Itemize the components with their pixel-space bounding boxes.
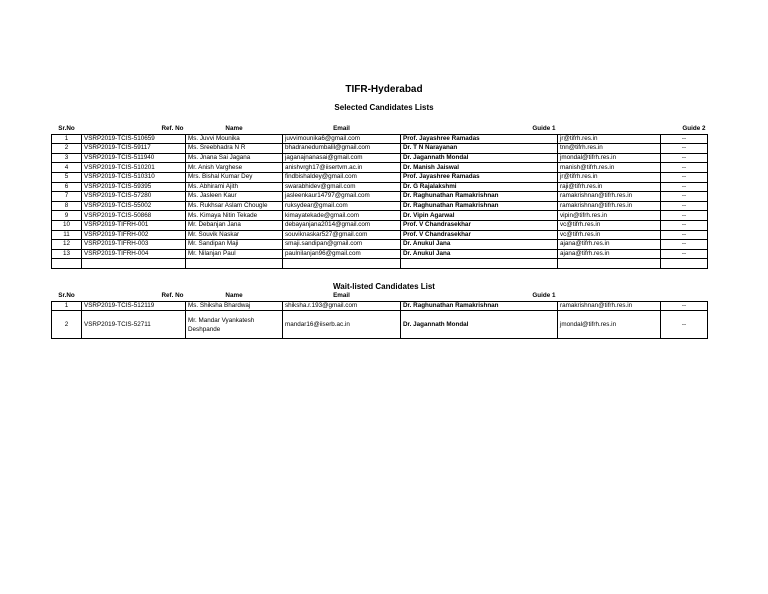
guide1-cell: Dr. Jagannath Mondal xyxy=(401,311,558,339)
guide2-cell: -- xyxy=(661,192,708,202)
guide2-cell: -- xyxy=(661,220,708,230)
guide1-cell: Prof. Jayashree Ramadas xyxy=(401,134,558,144)
ref-cell: VSRP2019-TIFRH-001 xyxy=(82,220,186,230)
guide1-email-cell: manish@tifrh.res.in xyxy=(558,163,661,173)
table-row xyxy=(52,192,708,202)
guide1-email-cell: ramakrishnan@tifrh.res.in xyxy=(558,192,661,202)
table-row xyxy=(52,144,708,154)
guide1-cell: Dr. Manish Jaiswal xyxy=(401,163,558,173)
email-cell: ruksydear@gmail.com xyxy=(283,201,401,211)
email-cell: mandar16@iiserb.ac.in xyxy=(283,311,401,339)
waitlist-heading: Wait-listed Candidates List xyxy=(333,282,435,291)
guide1-cell: Dr. T N Narayanan xyxy=(401,144,558,154)
blank-row xyxy=(52,259,708,269)
email-cell: jaganajnanasai@gmail.com xyxy=(283,153,401,163)
selected-heading: Selected Candidates Lists xyxy=(334,103,434,112)
table-row xyxy=(52,311,708,339)
ref-cell: VSRP2019-TCIS-59117 xyxy=(82,144,186,154)
ref-cell: VSRP2019-TCIS-511940 xyxy=(82,153,186,163)
sr-cell: 13 xyxy=(52,249,82,259)
sr-cell: 1 xyxy=(52,301,82,311)
ref-cell: VSRP2019-TCIS-510659 xyxy=(82,134,186,144)
sr-cell: 1 xyxy=(52,134,82,144)
name-cell: Mr. Souvik Naskar xyxy=(186,230,283,240)
guide1-cell: Dr. Raghunathan Ramakrishnan xyxy=(401,201,558,211)
guide2-cell: -- xyxy=(661,163,708,173)
guide2-cell: -- xyxy=(661,134,708,144)
email-cell: kimayatekade@gmail.com xyxy=(283,211,401,221)
guide2-cell: -- xyxy=(661,153,708,163)
col-header-email: Email xyxy=(283,292,401,301)
col-header-guide1-email xyxy=(558,125,661,134)
sr-cell: 4 xyxy=(52,163,82,173)
name-cell: Ms. Jnana Sai Jagana xyxy=(186,153,283,163)
ref-cell: VSRP2019-TIFRH-002 xyxy=(82,230,186,240)
guide1-email-cell: ramakrishnan@tifrh.res.in xyxy=(558,201,661,211)
guide1-cell: Dr. Raghunathan Ramakrishnan xyxy=(401,192,558,202)
ref-cell: VSRP2019-TCIS-512119 xyxy=(82,301,186,311)
sr-cell: 11 xyxy=(52,230,82,240)
table-row xyxy=(52,230,708,240)
col-header-name: Name xyxy=(186,125,283,134)
guide2-cell: -- xyxy=(661,182,708,192)
col-header-guide1: Guide 1 xyxy=(401,125,558,134)
sr-cell: 5 xyxy=(52,172,82,182)
table-row xyxy=(52,153,708,163)
email-cell: jasleenkaur14797@gmail.com xyxy=(283,192,401,202)
col-header-guide2 xyxy=(661,292,708,301)
guide1-email-cell: ajana@tifrh.res.in xyxy=(558,240,661,250)
sr-cell: 3 xyxy=(52,153,82,163)
blank-cell xyxy=(186,259,283,269)
col-header-guide1: Guide 1 xyxy=(401,292,558,301)
ref-cell: VSRP2019-TCIS-510201 xyxy=(82,163,186,173)
ref-cell: VSRP2019-TIFRH-003 xyxy=(82,240,186,250)
sr-cell: 8 xyxy=(52,201,82,211)
name-cell: Mr. Mandar Vyankatesh Deshpande xyxy=(186,311,283,339)
guide2-cell: -- xyxy=(661,249,708,259)
guide1-cell: Prof. V Chandrasekhar xyxy=(401,230,558,240)
selected-candidates-table xyxy=(51,125,708,269)
col-header-ref: Ref. No xyxy=(82,292,186,301)
table-header-row xyxy=(52,292,708,301)
guide1-cell: Dr. G Rajalakshmi xyxy=(401,182,558,192)
name-cell: Mr. Debanjan Jana xyxy=(186,220,283,230)
email-cell: souviknaskar527@gmail.com xyxy=(283,230,401,240)
guide1-email-cell: ajana@tifrh.res.in xyxy=(558,249,661,259)
name-cell: Ms. Juvvi Mounika xyxy=(186,134,283,144)
blank-cell xyxy=(52,259,82,269)
table-row xyxy=(52,182,708,192)
guide1-email-cell: vc@tifrh.res.in xyxy=(558,220,661,230)
col-header-sr: Sr.No xyxy=(52,292,82,301)
ref-cell: VSRP2019-TCIS-52711 xyxy=(82,311,186,339)
page-title: TIFR-Hyderabad xyxy=(345,84,423,95)
col-header-name: Name xyxy=(186,292,283,301)
email-cell: bhadranedumbalil@gmail.com xyxy=(283,144,401,154)
ref-cell: VSRP2019-TCIS-55002 xyxy=(82,201,186,211)
guide1-cell: Dr. Vipin Agarwal xyxy=(401,211,558,221)
guide1-cell: Prof. Jayashree Ramadas xyxy=(401,172,558,182)
email-cell: paulnilanjan96@gmail.com xyxy=(283,249,401,259)
sr-cell: 12 xyxy=(52,240,82,250)
email-cell: smaji.sandipan@gmail.com xyxy=(283,240,401,250)
guide1-cell: Dr. Raghunathan Ramakrishnan xyxy=(401,301,558,311)
blank-cell xyxy=(283,259,401,269)
sr-cell: 2 xyxy=(52,311,82,339)
sr-cell: 9 xyxy=(52,211,82,221)
col-header-guide1-email xyxy=(558,292,661,301)
sr-cell: 6 xyxy=(52,182,82,192)
table-row xyxy=(52,249,708,259)
guide1-cell: Dr. Jagannath Mondal xyxy=(401,153,558,163)
email-cell: swarabhidev@gmail.com xyxy=(283,182,401,192)
ref-cell: VSRP2019-TIFRH-004 xyxy=(82,249,186,259)
guide2-cell: -- xyxy=(661,144,708,154)
table-row xyxy=(52,220,708,230)
table-row xyxy=(52,301,708,311)
name-cell: Mr. Anish Varghese xyxy=(186,163,283,173)
name-cell: Mr. Nilanjan Paul xyxy=(186,249,283,259)
table-header-row xyxy=(52,125,708,134)
name-cell: Mrs. Bishal Kumar Dey xyxy=(186,172,283,182)
email-cell: juvvimounika6@gmail.com xyxy=(283,134,401,144)
ref-cell: VSRP2019-TCIS-57280 xyxy=(82,192,186,202)
sr-cell: 10 xyxy=(52,220,82,230)
guide1-cell: Prof. V Chandrasekhar xyxy=(401,220,558,230)
guide1-email-cell: tnn@tifrh.res.in xyxy=(558,144,661,154)
ref-cell: VSRP2019-TCIS-59395 xyxy=(82,182,186,192)
name-cell: Ms. Jasleen Kaur xyxy=(186,192,283,202)
guide2-cell: -- xyxy=(661,211,708,221)
table-row xyxy=(52,163,708,173)
table-row xyxy=(52,172,708,182)
guide1-email-cell: jmondal@tifrh.res.in xyxy=(558,153,661,163)
email-cell: debayanjana2014@gmail.com xyxy=(283,220,401,230)
table-row xyxy=(52,211,708,221)
guide2-cell: -- xyxy=(661,301,708,311)
name-cell: Ms. Kimaya Nitin Tekade xyxy=(186,211,283,221)
guide1-email-cell: jmondal@tifrh.res.in xyxy=(558,311,661,339)
guide2-cell: -- xyxy=(661,230,708,240)
table-row xyxy=(52,201,708,211)
name-cell: Ms. Sreebhadra N R xyxy=(186,144,283,154)
name-cell: Ms. Abhirami Ajith xyxy=(186,182,283,192)
blank-cell xyxy=(558,259,661,269)
name-cell: Ms. Rukhsar Aslam Chougle xyxy=(186,201,283,211)
guide1-email-cell: vc@tifrh.res.in xyxy=(558,230,661,240)
guide1-cell: Dr. Anukul Jana xyxy=(401,249,558,259)
waitlist-candidates-table xyxy=(51,292,708,339)
guide1-email-cell: raji@tifrh.res.in xyxy=(558,182,661,192)
guide1-email-cell: jr@tifrh.res.in xyxy=(558,134,661,144)
email-cell: shiksha.r.193@gmail.com xyxy=(283,301,401,311)
sr-cell: 7 xyxy=(52,192,82,202)
blank-cell xyxy=(82,259,186,269)
blank-cell xyxy=(401,259,558,269)
sr-cell: 2 xyxy=(52,144,82,154)
blank-cell xyxy=(661,259,708,269)
name-cell: Ms. Shiksha Bhardwaj xyxy=(186,301,283,311)
guide2-cell: -- xyxy=(661,240,708,250)
guide2-cell: -- xyxy=(661,311,708,339)
name-cell: Mr. Sandipan Maji xyxy=(186,240,283,250)
table-row xyxy=(52,134,708,144)
guide2-cell: -- xyxy=(661,201,708,211)
ref-cell: VSRP2019-TCIS-510310 xyxy=(82,172,186,182)
email-cell: anishvrgh17@iisertvm.ac.in xyxy=(283,163,401,173)
guide1-email-cell: ramakrishnan@tifrh.res.in xyxy=(558,301,661,311)
ref-cell: VSRP2019-TCIS-50868 xyxy=(82,211,186,221)
col-header-sr: Sr.No xyxy=(52,125,82,134)
guide1-email-cell: jr@tifrh.res.in xyxy=(558,172,661,182)
col-header-guide2: Guide 2 xyxy=(661,125,708,134)
col-header-ref: Ref. No xyxy=(82,125,186,134)
guide1-cell: Dr. Anukul Jana xyxy=(401,240,558,250)
guide2-cell: -- xyxy=(661,172,708,182)
guide1-email-cell: vipin@tifrh.res.in xyxy=(558,211,661,221)
col-header-email: Email xyxy=(283,125,401,134)
email-cell: findbishaldey@gmail.com xyxy=(283,172,401,182)
table-row xyxy=(52,240,708,250)
